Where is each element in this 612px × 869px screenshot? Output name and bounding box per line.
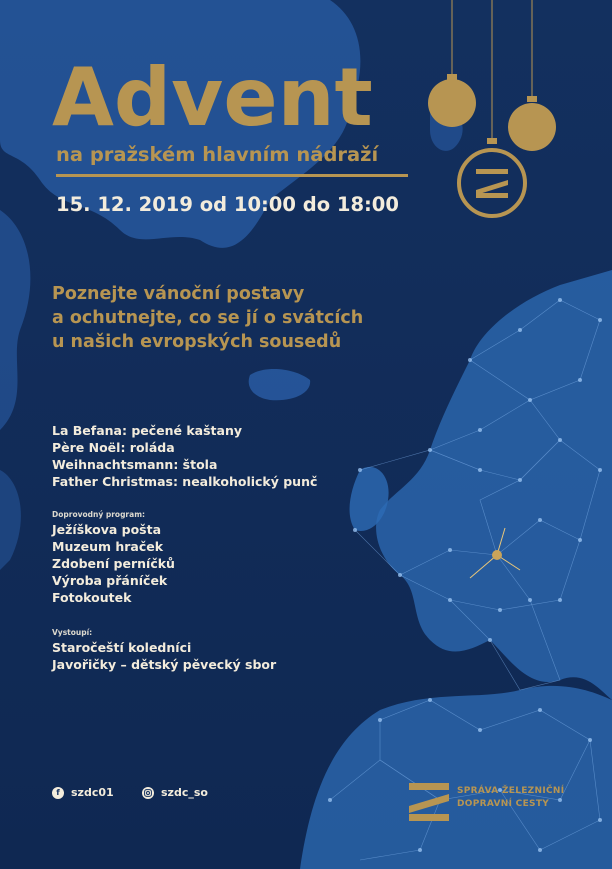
intro-line: a ochutnejte, co se jí o svátcích [52, 308, 364, 328]
organization-name [457, 785, 564, 811]
list-item: Muzeum hraček [52, 539, 164, 554]
ornament-ball-logo [459, 150, 525, 216]
organization-line: SPRÁVA ŽELEZNIČNÍ [457, 786, 565, 796]
facebook-icon: f [52, 787, 64, 799]
title-divider [56, 174, 408, 177]
list-item: Výroba přáníček [52, 573, 168, 588]
page-title: Advent [52, 51, 373, 144]
intro-line: u našich evropských sousedů [52, 332, 342, 352]
instagram-link[interactable] [142, 786, 208, 799]
foods-list [52, 422, 317, 490]
ornament-ball-right [508, 103, 556, 151]
christmas-ornaments [420, 0, 612, 230]
szdc-logo-icon [476, 169, 508, 198]
list-item: Ježíškova pošta [52, 522, 162, 537]
left-coast-shape-2 [0, 470, 21, 570]
list-item: Staročeští koledníci [52, 640, 192, 655]
ornament-ball-left [428, 79, 476, 127]
organization-line: DOPRAVNÍ CESTY [457, 799, 550, 809]
left-coast-shape [0, 210, 30, 430]
list-item: Father Christmas: nealkoholický punč [52, 474, 318, 489]
list-item: Weihnachtsmann: štola [52, 457, 218, 472]
facebook-handle: szdc01 [71, 786, 114, 799]
performers-label: Vystoupí: [52, 628, 93, 637]
szdc-logo-icon [409, 783, 449, 821]
list-item: Zdobení perníčků [52, 556, 175, 571]
instagram-icon [142, 787, 154, 799]
prague-node [492, 550, 502, 560]
performers-list [52, 627, 276, 673]
list-item: Fotokoutek [52, 590, 132, 605]
iceland-shape [249, 369, 310, 400]
instagram-handle: szdc_so [161, 786, 208, 799]
list-item: Javořičky – dětský pěvecký sbor [52, 657, 277, 672]
africa-shape [300, 686, 612, 869]
facebook-link[interactable] [52, 786, 114, 799]
list-item: Père Noël: roláda [52, 440, 175, 455]
page-subtitle: na pražském hlavním nádraží [56, 143, 379, 166]
program-list [52, 509, 175, 606]
event-date: 15. 12. 2019 od 10:00 do 18:00 [56, 193, 399, 216]
list-item: La Befana: pečené kaštany [52, 423, 243, 438]
program-label: Doprovodný program: [52, 510, 146, 519]
intro-line: Poznejte vánoční postavy [52, 284, 305, 304]
intro-text [52, 282, 472, 354]
